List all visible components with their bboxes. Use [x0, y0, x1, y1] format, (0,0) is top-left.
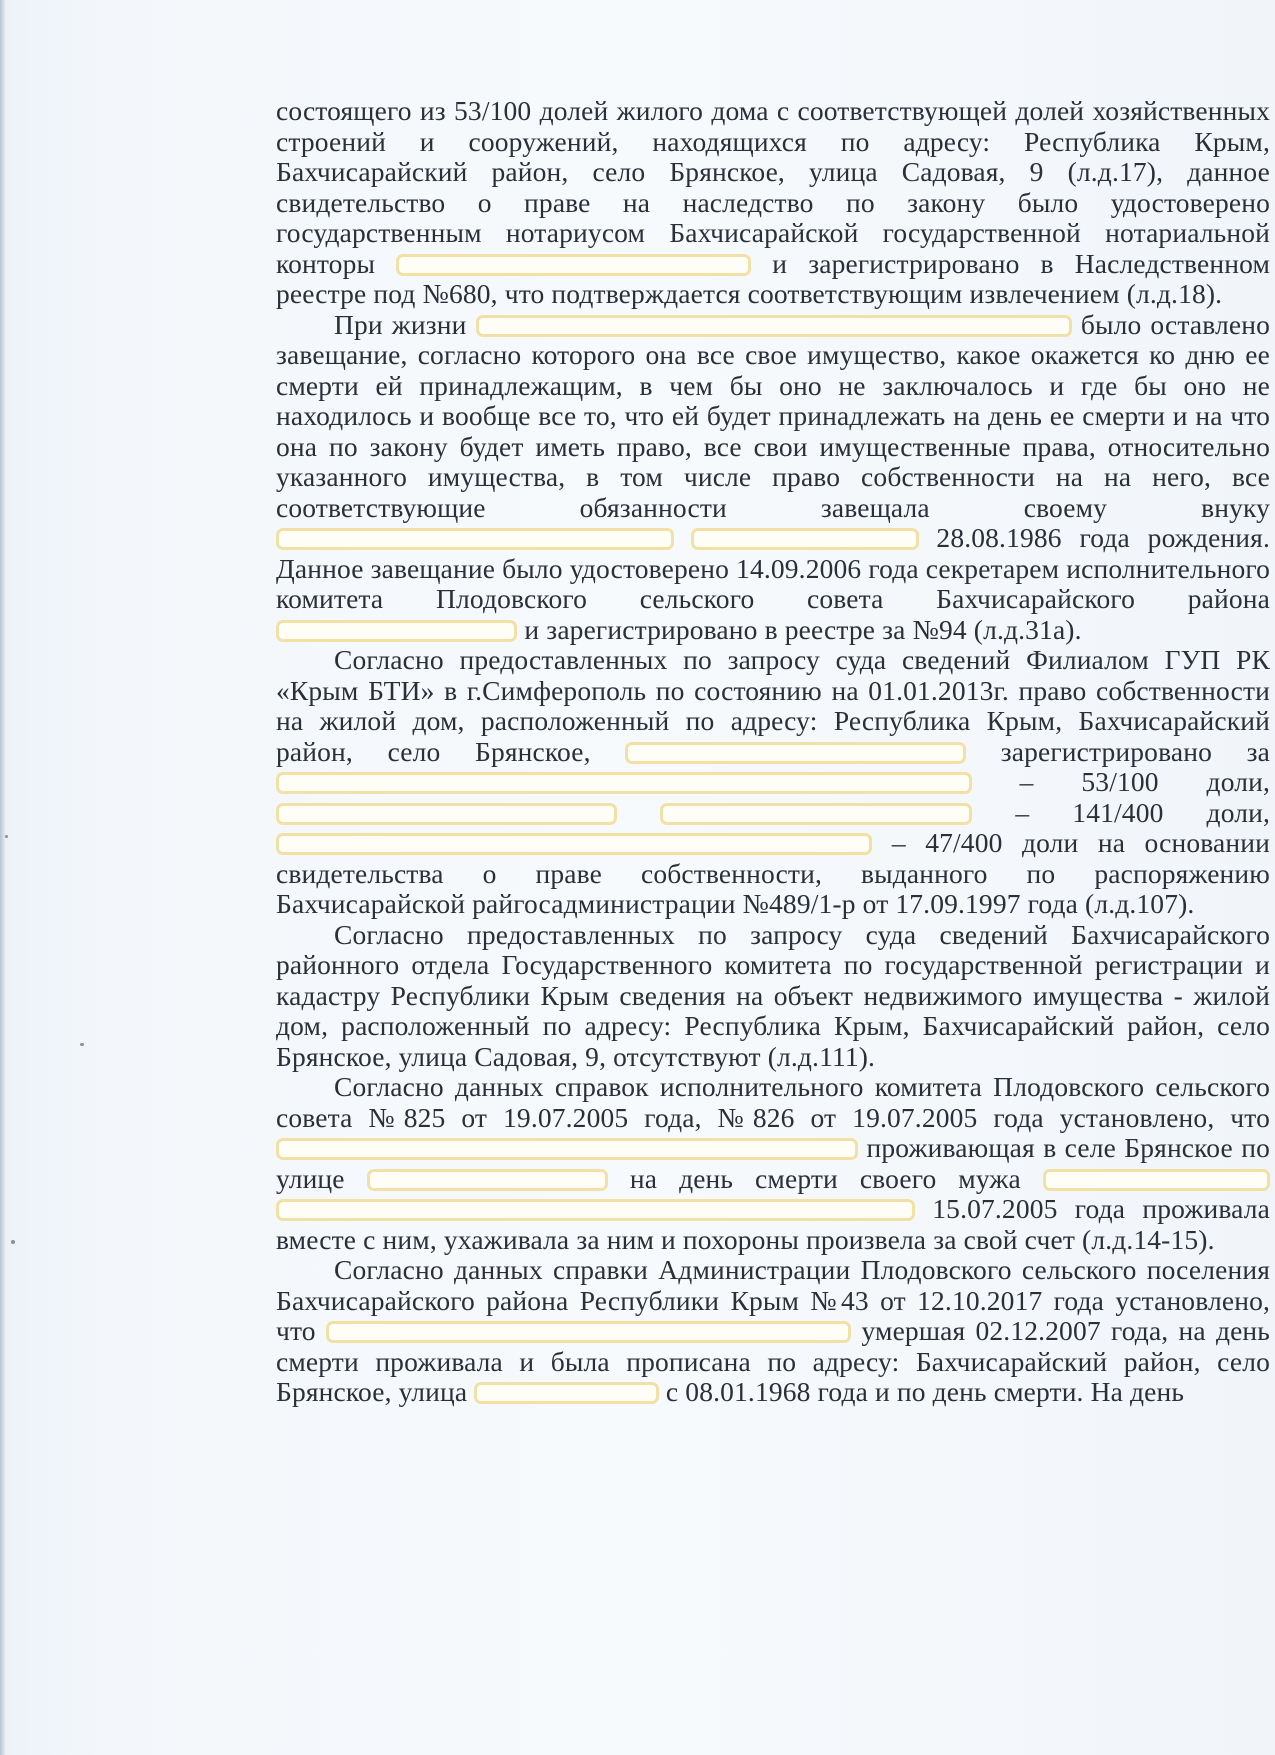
- redaction-box: [476, 315, 1072, 337]
- page-edge-shadow: [0, 0, 6, 1755]
- document-body: [276, 96, 1270, 1408]
- paragraph-text: умершая 02.12.2007 года, на день смерти проживала и была прописана по адресу: Бахчисарайский район, село Брянское, улица: [276, 1315, 1270, 1407]
- scan-speck: [5, 835, 8, 838]
- redaction-box: [396, 254, 751, 276]
- paragraph-text: Согласно данных справки Администрации Плодовского сельского поселения Бахчисарайского района Республики Крым №43 от 12.10.2017 года установлено, что: [276, 1254, 1270, 1346]
- redaction-box: [276, 803, 617, 825]
- paragraph: [276, 1255, 1270, 1408]
- redaction-box: [276, 1138, 858, 1160]
- paragraph-text: Согласно предоставленных по запросу суда сведений Филиалом ГУП РК «Крым БТИ» в г.Симферополь по состоянию на 01.01.2013г. право собственности на жилой дом, расположенный по адресу: Республика Крым, Бахчисарайский район, село Брянское,: [276, 644, 1270, 767]
- paragraph-text: – 53/100 доли,: [971, 766, 1270, 797]
- redaction-box: [276, 772, 972, 794]
- paragraph-text: с 08.01.1968 года и по день смерти. На день: [658, 1376, 1185, 1407]
- paragraph-text: было оставлено завещание, согласно которого она все свое имущество, какое окажется ко дню ее смерти ей принадлежащим, в чем бы оно не заключалось и где бы оно не находилось и вообще все то, что ей будет принадлежать на день ее смерти и на что она по закону будет иметь право, все свои имущественные права, относительно указанного имущества, в том числе право собственности на на него, все соответствующие обязанности завещала своему внуку: [276, 308, 1270, 523]
- scan-speck: [11, 1240, 15, 1244]
- paragraph-text: [674, 522, 692, 553]
- paragraph-text: проживающая в селе Брянское по улице: [276, 1132, 1270, 1194]
- paragraph: [276, 96, 1270, 310]
- paragraph-text: состоящего из 53/100 долей жилого дома с соответствующей долей хозяйственных строений и сооружений, находящихся по адресу: Республика Крым, Бахчисарайский район, село Брянское, улица Садовая, 9 (л.д.17), данное свидетельство о праве на наследство по закону было удостоверено государственным нотариусом Бахчисарайской государственной нотариальной конторы: [276, 95, 1270, 279]
- paragraph-text: [617, 797, 660, 828]
- redaction-box: [276, 620, 517, 642]
- paragraph: [276, 645, 1270, 920]
- paragraph: [276, 310, 1270, 646]
- paragraph-text: При жизни: [334, 308, 476, 340]
- redaction-box: [276, 833, 872, 855]
- paragraph-text: 15.07.2005 года проживала вместе с ним, ухаживала за ним и похороны произвела за свой счет (л.д.14-15).: [276, 1193, 1270, 1255]
- paragraph: [276, 1072, 1270, 1255]
- paragraph-text: Согласно данных справок исполнительного комитета Плодовского сельского совета №825 от 19.07.2005 года, №826 от 19.07.2005 года установлено, что: [276, 1071, 1270, 1133]
- paragraph-text: Согласно предоставленных по запросу суда сведений Бахчисарайского районного отдела Государственного комитета по государственной регистрации и кадастру Республики Крым сведения на объект недвижимого имущества - жилой дом, расположенный по адресу: Республика Крым, Бахчисарайский район, село Брянское, улица Садовая, 9, отсутствуют (л.д.111).: [276, 918, 1270, 1072]
- paragraph-text: и зарегистрировано в реестре за №94 (л.д.31а).: [517, 613, 1082, 645]
- redaction-box: [276, 1199, 915, 1221]
- paragraph-text: 28.08.1986 года рождения. Данное завещание было удостоверено 14.09.2006 года секретарем исполнительного комитета Плодовского сельского совета Бахчисарайского района: [276, 522, 1270, 614]
- paragraph-text: на день смерти своего мужа: [607, 1162, 1043, 1194]
- redaction-box: [367, 1169, 608, 1191]
- scan-speck: [80, 1043, 84, 1046]
- paragraph-text: – 141/400 доли,: [972, 796, 1271, 828]
- redaction-box: [1043, 1169, 1270, 1191]
- redaction-box: [326, 1321, 851, 1343]
- redaction-box: [691, 528, 918, 550]
- paragraph-text: – 47/400 доли на основании свидетельства о праве собственности, выданного по распоряжению Бахчисарайской райгосадминистрации №489/1-р от 17.09.1997 года (л.д.107).: [276, 827, 1270, 919]
- redaction-box: [474, 1382, 659, 1404]
- redaction-box: [660, 803, 972, 825]
- redaction-box: [276, 528, 674, 550]
- paragraph-text: зарегистрировано за: [966, 735, 1270, 767]
- redaction-box: [625, 742, 966, 764]
- paragraph: [276, 920, 1270, 1073]
- paragraph-text: и зарегистрировано в Наследственном реестре под №680, что подтверждается соответствующим извлечением (л.д.18).: [276, 247, 1271, 309]
